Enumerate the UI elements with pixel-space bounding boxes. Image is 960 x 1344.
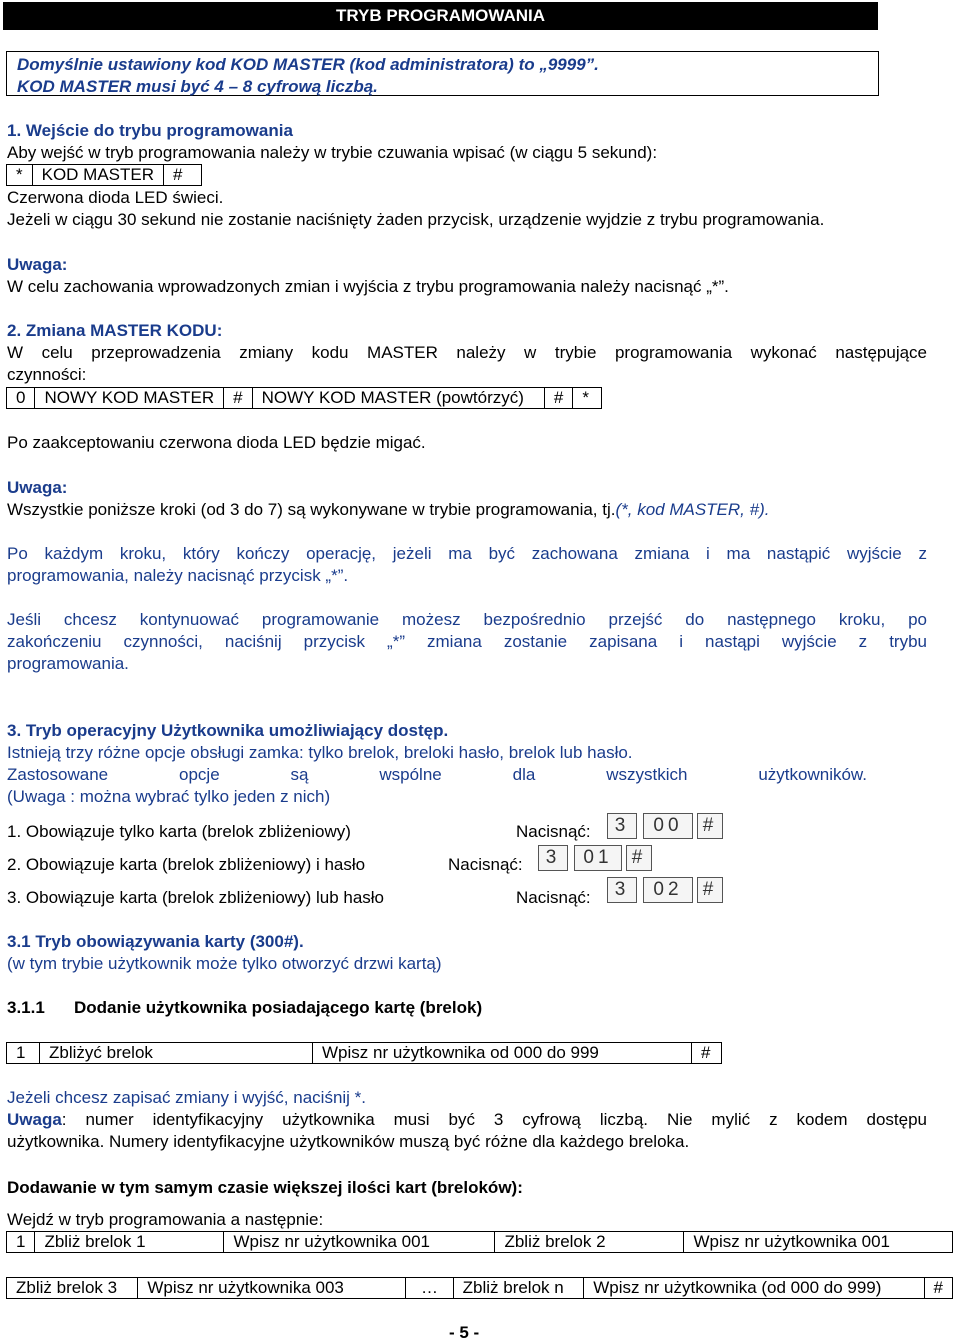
note-label: Uwaga: (7, 255, 68, 274)
seq-cell: 1 (7, 1232, 35, 1253)
option-3-press: Nacisnąć: (516, 888, 591, 907)
seq-cell: … (406, 1278, 453, 1299)
seq-cell: Wpisz nr użytkownika 003 (138, 1278, 406, 1299)
paragraph-2-line-2: zakończeniu czynności, naciśnij przycisk „*” zmiana zostanie zapisana i nastąpi wyjście z trybu (7, 632, 927, 651)
seq-cell: Wpisz nr użytkownika 001 (684, 1232, 953, 1253)
multi-add-heading: Dodawanie w tym samym czasie większej ilości kart (breloków): (7, 1178, 523, 1197)
user-id-warning-cont: użytkownika. Numery identyfikacyjne użytkowników muszą być różne dla każdego breloka. (7, 1132, 690, 1151)
key-3: 3 (607, 877, 637, 903)
option-1-press: Nacisnąć: (516, 822, 591, 841)
option-2-press: Nacisnąć: (448, 855, 523, 874)
card-mode-note: (w tym trybie użytkownik może tylko otworzyć drzwi kartą) (7, 954, 442, 973)
seq-cell: Zbliż brelok 3 (7, 1278, 138, 1299)
seq-cell: Zbliż brelok 1 (35, 1232, 224, 1253)
seq-cell: * (7, 165, 33, 186)
seq-cell: Zbliż brelok 2 (495, 1232, 684, 1253)
key-00: 00 (643, 813, 693, 839)
seq-cell: 0 (7, 388, 35, 409)
section-2-intro: W celu przeprowadzenia zmiany kodu MASTER należy w trybie programowania wykonać następujące (7, 343, 927, 362)
paragraph-1-line-2: programowania, należy nacisnąć przycisk „*”. (7, 566, 349, 585)
key-01: 01 (574, 845, 622, 871)
option-1-text: 1. Obowiązuje tylko karta (brelok zbliżeniowy) (7, 822, 351, 841)
led-note: Czerwona dioda LED świeci. (7, 188, 224, 207)
save-note: Jeżeli chcesz zapisać zmiany i wyjść, naciśnij *. (7, 1088, 367, 1107)
steps-note-text: Wszystkie poniższe kroki (od 3 do 7) są wykonywane w trybie programowania, tj. (7, 500, 616, 519)
seq-cell: # (692, 1043, 722, 1064)
key-hash: # (697, 813, 723, 839)
options-note: (Uwaga : można wybrać tylko jeden z nich) (7, 787, 331, 806)
card-mode-heading: 3.1 Tryb obowiązywania karty (300#). (7, 932, 304, 951)
page-number: - 5 - (449, 1323, 480, 1342)
section-2-intro-cont: czynności: (7, 365, 87, 384)
add-user-number: 3.1.1 (7, 998, 45, 1017)
add-user-sequence (6, 1042, 722, 1064)
seq-cell: * (573, 388, 602, 409)
user-id-warning (7, 1109, 927, 1131)
info-line-2: KOD MASTER musi być 4 – 8 cyfrową liczbą. (17, 77, 378, 96)
paragraph-1-line-1: Po każdym kroku, który kończy operację, jeżeli ma być zachowana zmiana i ma nastąpić wyjście z (7, 544, 927, 563)
add-user-heading: Dodanie użytkownika posiadającego kartę (brelok) (74, 998, 483, 1017)
default-code-info-box (6, 51, 879, 96)
accept-note: Po zaakceptowaniu czerwona dioda LED będzie migać. (7, 433, 426, 452)
enter-programming-sequence (6, 164, 202, 186)
multi-add-sequence-row-2 (6, 1277, 953, 1299)
key-3: 3 (607, 813, 637, 839)
key-02: 02 (643, 877, 693, 903)
seq-cell: Zbliż brelok n (453, 1278, 584, 1299)
options-common: Zastosowane opcje są wspólne dla wszystkich użytkowników. (7, 765, 867, 784)
change-master-sequence (6, 387, 602, 409)
seq-cell: # (544, 388, 572, 409)
seq-cell: Wpisz nr użytkownika 001 (224, 1232, 495, 1253)
seq-cell: Wpisz nr użytkownika (od 000 do 999) (584, 1278, 924, 1299)
multi-add-intro: Wejdź w tryb programowania a następnie: (7, 1210, 324, 1229)
section-1-intro: Aby wejść w tryb programowania należy w trybie czuwania wpisać (w ciągu 5 sekund): (7, 143, 658, 162)
seq-cell: # (164, 165, 201, 186)
save-exit-note: W celu zachowania wprowadzonych zmian i wyjścia z trybu programowania należy nacisnąć „*”. (7, 277, 729, 296)
seq-cell: 1 (7, 1043, 40, 1064)
seq-cell: NOWY KOD MASTER (powtórzyć) (252, 388, 544, 409)
seq-cell: # (224, 388, 252, 409)
seq-cell: KOD MASTER (32, 165, 163, 186)
section-1-heading: 1. Wejście do trybu programowania (7, 121, 293, 140)
options-intro: Istnieją trzy różne opcje obsługi zamka: tylko brelok, breloki hasło, brelok lub hasło. (7, 743, 633, 762)
timeout-note: Jeżeli w ciągu 30 sekund nie zostanie naciśnięty żaden przycisk, urządzenie wyjdzie z trybu programowania. (7, 210, 825, 229)
warning-text: : numer identyfikacyjny użytkownika musi być 3 cyfrową liczbą. Nie mylić z kodem dostępu (61, 1110, 927, 1129)
paragraph-2-line-1: Jeśli chcesz kontynuować programowanie możesz bezpośrednio przejść do następnego kroku, po (7, 610, 927, 629)
seq-cell: # (924, 1278, 952, 1299)
section-2-heading: 2. Zmiana MASTER KODU: (7, 321, 223, 340)
key-hash: # (626, 845, 652, 871)
steps-note-sequence: (*, kod MASTER, #). (615, 500, 770, 519)
seq-cell: Wpisz nr użytkownika od 000 do 999 (313, 1043, 692, 1064)
seq-cell: NOWY KOD MASTER (35, 388, 224, 409)
seq-cell: Zbliżyć brelok (40, 1043, 313, 1064)
option-2-text: 2. Obowiązuje karta (brelok zbliżeniowy) i hasło (7, 855, 366, 874)
info-line-1: Domyślnie ustawiony kod KOD MASTER (kod administratora) to „9999”. (17, 55, 599, 74)
page-title: TRYB PROGRAMOWANIA (3, 2, 878, 30)
key-hash: # (697, 877, 723, 903)
multi-add-sequence-row-1 (6, 1231, 953, 1253)
option-3-text: 3. Obowiązuje karta (brelok zbliżeniowy) lub hasło (7, 888, 385, 907)
section-3-heading: 3. Tryb operacyjny Użytkownika umożliwiający dostęp. (7, 721, 449, 740)
note-label-2: Uwaga: (7, 478, 68, 497)
steps-note (7, 499, 769, 521)
warning-label: Uwaga (7, 1110, 62, 1129)
key-3: 3 (538, 845, 568, 871)
paragraph-2-line-3: programowania. (7, 654, 129, 673)
